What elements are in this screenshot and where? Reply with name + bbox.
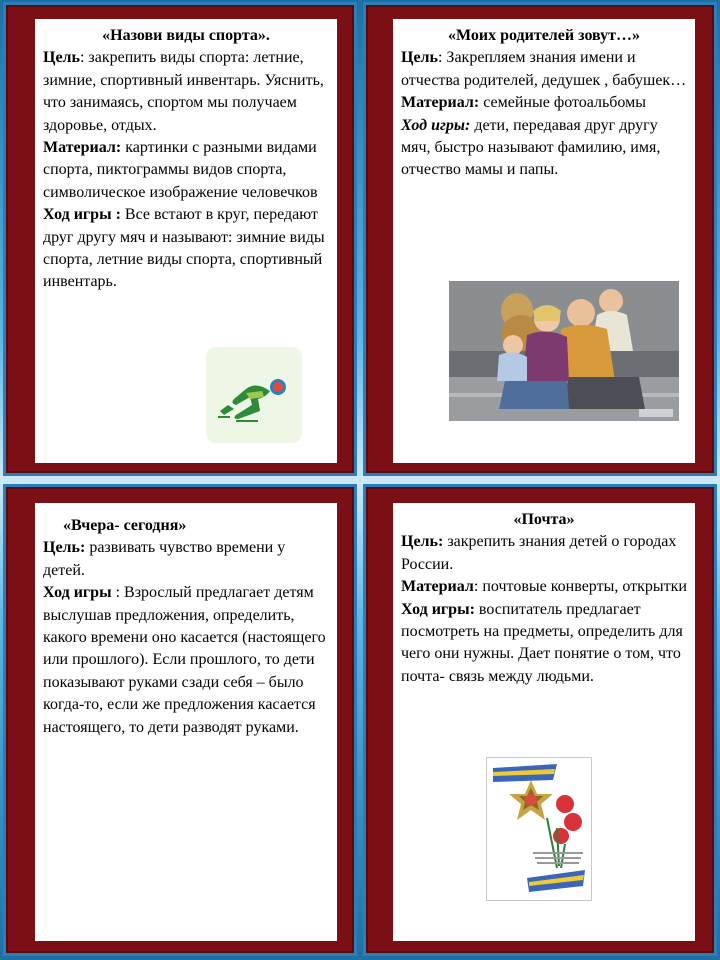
goal-paragraph — [43, 47, 329, 137]
material-paragraph — [43, 137, 329, 204]
game-label: Ход игры: — [401, 116, 471, 134]
game-card-sports — [3, 2, 357, 476]
goal-label: Цель — [43, 49, 80, 67]
material-text: семейные фотоальбомы — [479, 94, 646, 112]
goal-text: : Закрепляем знания имени и отчества родителей, дедушек , бабушек… — [401, 49, 687, 89]
game-text: Все встают в круг, передают друг другу мяч и называют: зимние виды спорта, летние виды спорта, спортивный инвентарь. — [43, 206, 325, 291]
goal-paragraph — [401, 531, 687, 576]
game-label: Ход игры — [43, 584, 112, 602]
goal-text: закрепить знания детей о городах России. — [401, 533, 677, 573]
goal-label: Цель: — [43, 539, 86, 557]
material-label: Материал: — [43, 139, 122, 157]
speed-skater-icon — [206, 347, 302, 443]
goal-text: : закрепить виды спорта: летние, зимние, спортивный инвентарь. Уяснить, что занимаясь, спортом мы получаем здоровье, отдых. — [43, 49, 324, 134]
game-label: Ход игры: — [401, 600, 475, 618]
game-label: Ход игры : — [43, 206, 121, 224]
game-card-parents — [363, 2, 717, 476]
card-title: «Назови виды спорта». — [102, 27, 270, 44]
game-paragraph — [43, 582, 329, 739]
card-content — [35, 19, 337, 463]
game-text: : Взрослый предлагает детям выслушав предложения, определить, какого времени оно касается (настоящего или прошлого). Если прошлого, то дети показывают руками сзади себя – было когда-то, если же предложения касается настоящего, то дети разводят руками. — [43, 584, 326, 736]
card-content — [393, 19, 695, 463]
family-photo — [449, 281, 679, 421]
card-content — [393, 503, 695, 941]
game-paragraph — [401, 599, 687, 689]
card-content — [35, 503, 337, 941]
game-paragraph — [401, 115, 687, 182]
game-paragraph — [43, 204, 329, 294]
game-text: дети, передавая друг другу мяч, быстро называют фамилию, имя, отчество мамы и папы. — [401, 116, 661, 179]
goal-label: Цель: — [401, 533, 444, 551]
material-paragraph — [401, 92, 687, 114]
material-paragraph — [401, 576, 687, 598]
goal-paragraph — [43, 537, 329, 582]
material-text: картинки с разными видами спорта, пиктограммы видов спорта, символическое изображение человечков — [43, 139, 318, 201]
game-card-post — [363, 484, 717, 956]
material-text: : почтовые конверты, открытки — [473, 578, 687, 596]
card-title: «Моих родителей зовут…» — [447, 27, 640, 44]
game-card-yesterday-today — [3, 484, 357, 956]
goal-label: Цель — [401, 49, 438, 67]
material-label: Материал: — [401, 94, 480, 112]
goal-text: развивать чувство времени у детей. — [43, 539, 286, 579]
card-title: «Вчера- сегодня» — [63, 517, 187, 534]
material-label: Материал — [401, 578, 474, 596]
game-text: воспитатель предлагает посмотреть на предметы, определить для чего они нужны. Дает понятие о том, что почта- связь между людьми. — [401, 600, 683, 685]
postcard-order-icon — [486, 757, 592, 901]
goal-paragraph — [401, 47, 687, 92]
card-title: «Почта» — [513, 511, 575, 528]
